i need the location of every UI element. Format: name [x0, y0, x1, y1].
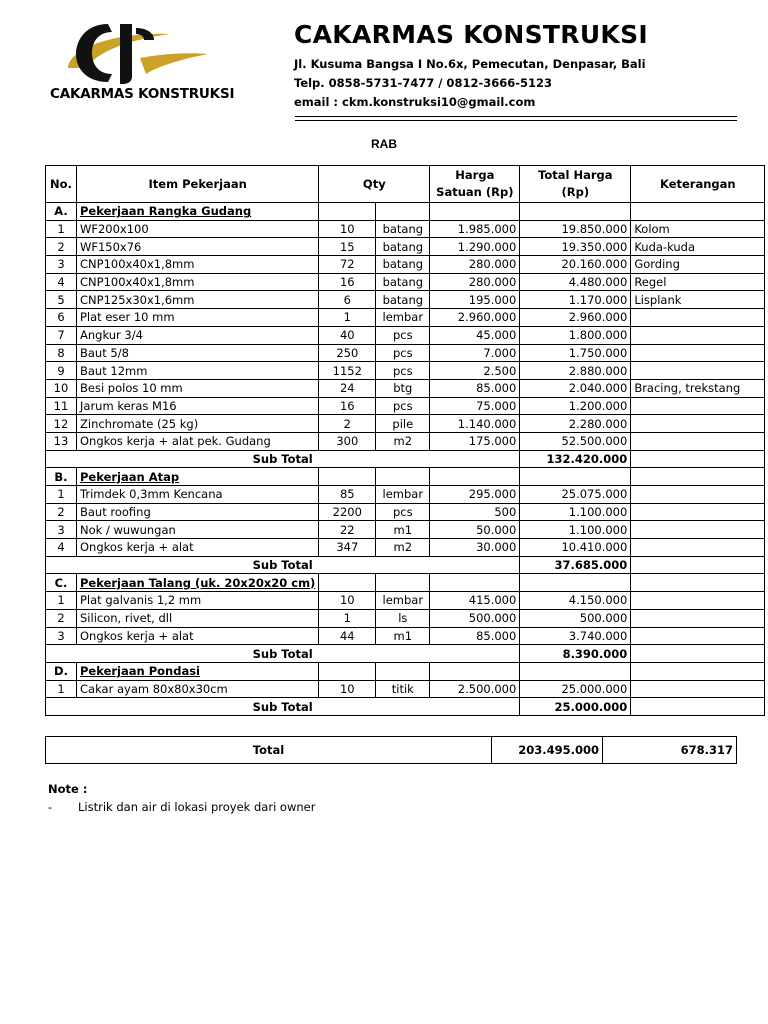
table-row: [46, 627, 765, 645]
row-keterangan: [631, 627, 765, 645]
row-item: Ongkos kerja + alat pek. Gudang: [77, 432, 319, 450]
row-harga-satuan: 195.000: [430, 291, 520, 309]
row-total-harga: 2.280.000: [520, 415, 631, 433]
row-qty: 2: [319, 415, 376, 433]
row-no: 8: [46, 344, 77, 362]
table-row: [46, 309, 765, 327]
table-row: [46, 521, 765, 539]
row-unit: batang: [376, 291, 430, 309]
row-no: 7: [46, 326, 77, 344]
table-row: [46, 609, 765, 627]
row-total-harga: 2.960.000: [520, 309, 631, 327]
row-keterangan: Bracing, trekstang: [631, 379, 765, 397]
section-row: [46, 468, 765, 486]
row-item: Ongkos kerja + alat: [77, 627, 319, 645]
empty-cell: [520, 574, 631, 592]
row-harga-satuan: 1.985.000: [430, 220, 520, 238]
table-row: [46, 273, 765, 291]
row-keterangan: [631, 415, 765, 433]
logo-mark-icon: [50, 18, 220, 88]
row-unit: m2: [376, 539, 430, 557]
row-item: Baut 12mm: [77, 362, 319, 380]
row-total-harga: 1.100.000: [520, 521, 631, 539]
document-title: RAB: [371, 137, 397, 151]
table-row: [46, 415, 765, 433]
row-qty: 72: [319, 256, 376, 274]
row-unit: pcs: [376, 326, 430, 344]
row-qty: 250: [319, 344, 376, 362]
subtotal-label: Sub Total: [46, 450, 520, 468]
row-unit: pcs: [376, 503, 430, 521]
row-harga-satuan: 500: [430, 503, 520, 521]
empty-cell: [430, 468, 520, 486]
grand-total-extra: 678.317: [603, 737, 737, 764]
table-row: [46, 220, 765, 238]
table-row: [46, 680, 765, 698]
row-no: 1: [46, 220, 77, 238]
row-total-harga: 1.170.000: [520, 291, 631, 309]
row-keterangan: Kuda-kuda: [631, 238, 765, 256]
row-harga-satuan: 175.000: [430, 432, 520, 450]
table-header-row: [46, 166, 765, 203]
table-row: [46, 379, 765, 397]
row-unit: pcs: [376, 362, 430, 380]
row-harga-satuan: 2.500: [430, 362, 520, 380]
subtotal-value: 8.390.000: [520, 645, 631, 663]
subtotal-value: 132.420.000: [520, 450, 631, 468]
row-item: Cakar ayam 80x80x30cm: [77, 680, 319, 698]
table-row: [46, 291, 765, 309]
row-item: Zinchromate (25 kg): [77, 415, 319, 433]
grand-total-table: [45, 736, 737, 764]
row-qty: 10: [319, 220, 376, 238]
empty-cell: [631, 574, 765, 592]
empty-cell: [376, 574, 430, 592]
row-keterangan: Lisplank: [631, 291, 765, 309]
row-no: 2: [46, 609, 77, 627]
company-email: email : ckm.konstruksi10@gmail.com: [294, 95, 536, 109]
empty-cell: [430, 203, 520, 221]
row-keterangan: [631, 521, 765, 539]
row-qty: 24: [319, 379, 376, 397]
row-item: Plat galvanis 1,2 mm: [77, 592, 319, 610]
table-row: [46, 256, 765, 274]
row-no: 10: [46, 379, 77, 397]
header-harga-satuan: Harga Satuan (Rp): [430, 166, 520, 203]
row-item: Ongkos kerja + alat: [77, 539, 319, 557]
empty-cell: [430, 574, 520, 592]
row-qty: 6: [319, 291, 376, 309]
row-no: 3: [46, 521, 77, 539]
row-unit: lembar: [376, 592, 430, 610]
row-keterangan: [631, 503, 765, 521]
row-item: Plat eser 10 mm: [77, 309, 319, 327]
table-row: [46, 326, 765, 344]
row-unit: m1: [376, 521, 430, 539]
row-qty: 44: [319, 627, 376, 645]
row-no: 11: [46, 397, 77, 415]
row-total-harga: 2.880.000: [520, 362, 631, 380]
row-unit: lembar: [376, 486, 430, 504]
row-item: WF200x100: [77, 220, 319, 238]
row-no: 12: [46, 415, 77, 433]
row-qty: 40: [319, 326, 376, 344]
row-total-harga: 19.350.000: [520, 238, 631, 256]
row-total-harga: 1.200.000: [520, 397, 631, 415]
row-no: 2: [46, 503, 77, 521]
row-total-harga: 1.100.000: [520, 503, 631, 521]
empty-cell: [319, 662, 376, 680]
empty-cell: [631, 698, 765, 716]
row-qty: 85: [319, 486, 376, 504]
empty-cell: [631, 203, 765, 221]
row-item: Baut 5/8: [77, 344, 319, 362]
row-total-harga: 4.150.000: [520, 592, 631, 610]
row-no: 1: [46, 680, 77, 698]
row-keterangan: Gording: [631, 256, 765, 274]
empty-cell: [430, 662, 520, 680]
row-keterangan: [631, 486, 765, 504]
row-total-harga: 10.410.000: [520, 539, 631, 557]
empty-cell: [319, 203, 376, 221]
company-phone: Telp. 0858-5731-7477 / 0812-3666-5123: [294, 76, 553, 90]
row-harga-satuan: 1.140.000: [430, 415, 520, 433]
row-no: 1: [46, 486, 77, 504]
grand-total-value: 203.495.000: [492, 737, 603, 764]
row-unit: batang: [376, 256, 430, 274]
row-qty: 16: [319, 397, 376, 415]
row-keterangan: [631, 609, 765, 627]
empty-cell: [631, 450, 765, 468]
row-item: CNP100x40x1,8mm: [77, 256, 319, 274]
table-row: [46, 539, 765, 557]
row-item: Nok / wuwungan: [77, 521, 319, 539]
row-qty: 300: [319, 432, 376, 450]
row-keterangan: [631, 680, 765, 698]
empty-cell: [376, 203, 430, 221]
subtotal-value: 37.685.000: [520, 556, 631, 574]
empty-cell: [520, 203, 631, 221]
row-unit: lembar: [376, 309, 430, 327]
subtotal-row: [46, 556, 765, 574]
row-harga-satuan: 280.000: [430, 256, 520, 274]
logo-text: CAKARMAS KONSTRUKSI: [50, 86, 235, 102]
note-text: Listrik dan air di lokasi proyek dari owner: [78, 800, 316, 814]
row-harga-satuan: 2.500.000: [430, 680, 520, 698]
row-harga-satuan: 7.000: [430, 344, 520, 362]
row-harga-satuan: 415.000: [430, 592, 520, 610]
table-row: [46, 486, 765, 504]
row-total-harga: 1.800.000: [520, 326, 631, 344]
table-row: [46, 397, 765, 415]
subtotal-label: Sub Total: [46, 698, 520, 716]
header-rule: [295, 116, 737, 117]
section-code: A.: [46, 203, 77, 221]
grand-total-label: Total: [46, 737, 492, 764]
row-harga-satuan: 45.000: [430, 326, 520, 344]
empty-cell: [631, 468, 765, 486]
row-item: Silicon, rivet, dll: [77, 609, 319, 627]
row-no: 5: [46, 291, 77, 309]
row-qty: 22: [319, 521, 376, 539]
section-row: [46, 574, 765, 592]
subtotal-row: [46, 450, 765, 468]
row-keterangan: [631, 539, 765, 557]
row-unit: m1: [376, 627, 430, 645]
section-code: D.: [46, 662, 77, 680]
row-harga-satuan: 50.000: [430, 521, 520, 539]
header-no: No.: [46, 166, 77, 203]
row-qty: 1152: [319, 362, 376, 380]
row-keterangan: [631, 362, 765, 380]
row-harga-satuan: 280.000: [430, 273, 520, 291]
table-row: [46, 503, 765, 521]
row-qty: 16: [319, 273, 376, 291]
empty-cell: [631, 645, 765, 663]
empty-cell: [319, 574, 376, 592]
row-qty: 1: [319, 609, 376, 627]
row-unit: batang: [376, 273, 430, 291]
row-harga-satuan: 500.000: [430, 609, 520, 627]
section-code: B.: [46, 468, 77, 486]
header-item: Item Pekerjaan: [77, 166, 319, 203]
row-no: 1: [46, 592, 77, 610]
row-unit: ls: [376, 609, 430, 627]
row-unit: pile: [376, 415, 430, 433]
rab-table: [45, 165, 765, 716]
row-total-harga: 25.075.000: [520, 486, 631, 504]
row-qty: 15: [319, 238, 376, 256]
subtotal-label: Sub Total: [46, 645, 520, 663]
row-keterangan: [631, 397, 765, 415]
row-total-harga: 1.750.000: [520, 344, 631, 362]
note-item: [48, 800, 315, 814]
table-body: [46, 203, 765, 716]
company-info: [294, 20, 648, 112]
row-item: Angkur 3/4: [77, 326, 319, 344]
row-total-harga: 25.000.000: [520, 680, 631, 698]
row-total-harga: 19.850.000: [520, 220, 631, 238]
header-keterangan: Keterangan: [631, 166, 765, 203]
row-unit: batang: [376, 220, 430, 238]
row-harga-satuan: 75.000: [430, 397, 520, 415]
row-keterangan: [631, 309, 765, 327]
row-total-harga: 2.040.000: [520, 379, 631, 397]
row-qty: 10: [319, 680, 376, 698]
row-no: 4: [46, 273, 77, 291]
section-row: [46, 203, 765, 221]
row-keterangan: Regel: [631, 273, 765, 291]
note-bullet: -: [48, 800, 53, 814]
table-row: [46, 362, 765, 380]
subtotal-row: [46, 698, 765, 716]
row-no: 2: [46, 238, 77, 256]
company-name: CAKARMAS KONSTRUKSI: [294, 20, 649, 49]
header-qty: Qty: [319, 166, 430, 203]
row-total-harga: 3.740.000: [520, 627, 631, 645]
empty-cell: [631, 662, 765, 680]
row-keterangan: [631, 432, 765, 450]
section-row: [46, 662, 765, 680]
row-harga-satuan: 2.960.000: [430, 309, 520, 327]
row-no: 3: [46, 627, 77, 645]
row-no: 9: [46, 362, 77, 380]
empty-cell: [520, 468, 631, 486]
table-row: [46, 432, 765, 450]
row-harga-satuan: 1.290.000: [430, 238, 520, 256]
row-item: CNP100x40x1,8mm: [77, 273, 319, 291]
row-harga-satuan: 30.000: [430, 539, 520, 557]
row-qty: 10: [319, 592, 376, 610]
row-no: 3: [46, 256, 77, 274]
row-keterangan: [631, 344, 765, 362]
row-no: 13: [46, 432, 77, 450]
subtotal-label: Sub Total: [46, 556, 520, 574]
row-no: 6: [46, 309, 77, 327]
grand-total-row: [46, 737, 737, 764]
row-keterangan: Kolom: [631, 220, 765, 238]
note-title: Note :: [48, 782, 88, 796]
empty-cell: [520, 662, 631, 680]
row-item: Trimdek 0,3mm Kencana: [77, 486, 319, 504]
row-keterangan: [631, 592, 765, 610]
section-title: Pekerjaan Rangka Gudang: [77, 203, 319, 221]
row-total-harga: 500.000: [520, 609, 631, 627]
row-harga-satuan: 295.000: [430, 486, 520, 504]
row-item: Baut roofing: [77, 503, 319, 521]
header-rule: [295, 120, 737, 121]
section-code: C.: [46, 574, 77, 592]
table-row: [46, 592, 765, 610]
table-row: [46, 344, 765, 362]
row-unit: titik: [376, 680, 430, 698]
row-harga-satuan: 85.000: [430, 379, 520, 397]
subtotal-row: [46, 645, 765, 663]
subtotal-value: 25.000.000: [520, 698, 631, 716]
row-unit: m2: [376, 432, 430, 450]
company-address: Jl. Kusuma Bangsa I No.6x, Pemecutan, Denpasar, Bali: [294, 57, 646, 71]
row-unit: batang: [376, 238, 430, 256]
empty-cell: [376, 468, 430, 486]
empty-cell: [319, 468, 376, 486]
row-qty: 2200: [319, 503, 376, 521]
empty-cell: [376, 662, 430, 680]
row-item: Besi polos 10 mm: [77, 379, 319, 397]
row-item: WF150x76: [77, 238, 319, 256]
row-unit: pcs: [376, 397, 430, 415]
row-total-harga: 4.480.000: [520, 273, 631, 291]
row-qty: 1: [319, 309, 376, 327]
row-harga-satuan: 85.000: [430, 627, 520, 645]
empty-cell: [631, 556, 765, 574]
row-total-harga: 52.500.000: [520, 432, 631, 450]
row-total-harga: 20.160.000: [520, 256, 631, 274]
row-item: Jarum keras M16: [77, 397, 319, 415]
row-unit: btg: [376, 379, 430, 397]
row-unit: pcs: [376, 344, 430, 362]
row-keterangan: [631, 326, 765, 344]
section-title: Pekerjaan Pondasi: [77, 662, 319, 680]
section-title: Pekerjaan Atap: [77, 468, 319, 486]
row-qty: 347: [319, 539, 376, 557]
section-title: Pekerjaan Talang (uk. 20x20x20 cm): [77, 574, 319, 592]
header-total-harga: Total Harga (Rp): [520, 166, 631, 203]
company-logo: [50, 18, 235, 110]
row-item: CNP125x30x1,6mm: [77, 291, 319, 309]
table-row: [46, 238, 765, 256]
row-no: 4: [46, 539, 77, 557]
